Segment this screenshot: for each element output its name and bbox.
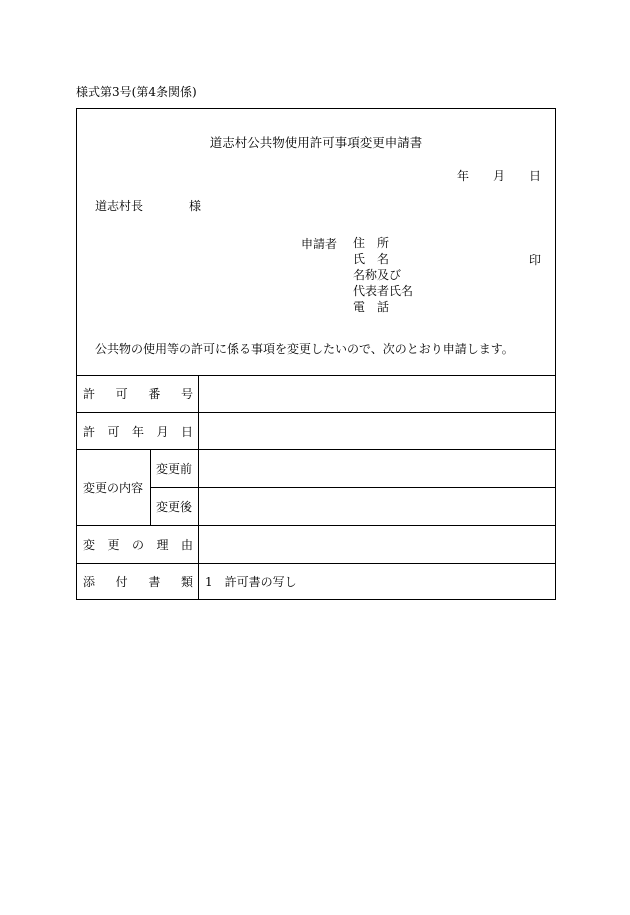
column-divider xyxy=(198,488,199,525)
column-divider xyxy=(198,450,199,487)
permit-number-label xyxy=(83,375,193,412)
applicant-fields xyxy=(353,235,413,315)
label-char: 付 xyxy=(115,575,128,589)
permit-date-label xyxy=(83,413,193,449)
label-char: 書 xyxy=(148,575,161,589)
row-change-after xyxy=(150,488,555,525)
applicant-name-label: 氏 名 xyxy=(353,252,390,266)
label-char: 番 xyxy=(148,387,161,401)
row-change-reason xyxy=(77,526,555,564)
row-change-before xyxy=(150,450,555,488)
label-char: 号 xyxy=(180,387,193,401)
column-divider xyxy=(198,526,199,563)
change-before-label: 変更前 xyxy=(156,462,193,476)
label-char: 類 xyxy=(180,575,193,589)
row-change-content xyxy=(77,450,555,526)
application-form xyxy=(76,108,556,600)
label-char: 可 xyxy=(107,424,120,439)
applicant-org-label-2: 代表者氏名 xyxy=(353,284,414,298)
label-char: 由 xyxy=(180,538,193,552)
label-char: 許 xyxy=(83,387,96,401)
change-after-label: 変更後 xyxy=(156,500,193,514)
label-char: 添 xyxy=(83,575,96,589)
label-char: の xyxy=(131,538,144,552)
label-char: 変 xyxy=(83,538,96,552)
label-char: 理 xyxy=(156,538,169,552)
row-attachments xyxy=(77,564,555,599)
application-statement: 公共物の使用等の許可に係る事項を変更したいので、次のとおり申請します。 xyxy=(95,342,514,356)
addressee-name: 道志村長 xyxy=(95,199,144,213)
date-day-label: 日 xyxy=(529,169,542,183)
form-number: 様式第3号(第4条関係) xyxy=(76,85,197,99)
attachments-value: 1 許可書の写し xyxy=(205,575,297,589)
change-reason-label xyxy=(83,526,193,563)
column-divider xyxy=(198,564,199,599)
label-char: 日 xyxy=(180,424,193,439)
date-month-label: 月 xyxy=(493,169,506,183)
applicant-phone-label: 電 話 xyxy=(353,300,390,314)
column-divider xyxy=(198,375,199,412)
seal-mark: 印 xyxy=(529,253,542,267)
form-title: 道志村公共物使用許可事項変更申請書 xyxy=(209,135,423,150)
form-header xyxy=(77,109,555,376)
row-permit-number xyxy=(77,375,555,413)
row-permit-date xyxy=(77,413,555,450)
label-char: 可 xyxy=(115,387,128,401)
column-divider xyxy=(198,413,199,449)
applicant-org-label-1: 名称及び xyxy=(353,268,402,282)
label-char: 年 xyxy=(131,424,144,439)
applicant-address-label: 住 所 xyxy=(353,236,390,250)
label-char: 許 xyxy=(83,424,96,439)
label-char: 更 xyxy=(107,538,120,552)
attachments-label xyxy=(83,564,193,599)
label-char: 月 xyxy=(156,424,169,439)
change-content-label: 変更の内容 xyxy=(83,481,144,495)
addressee-honorific: 様 xyxy=(189,199,202,213)
date-year-label: 年 xyxy=(457,169,470,183)
applicant-label: 申請者 xyxy=(301,237,338,251)
